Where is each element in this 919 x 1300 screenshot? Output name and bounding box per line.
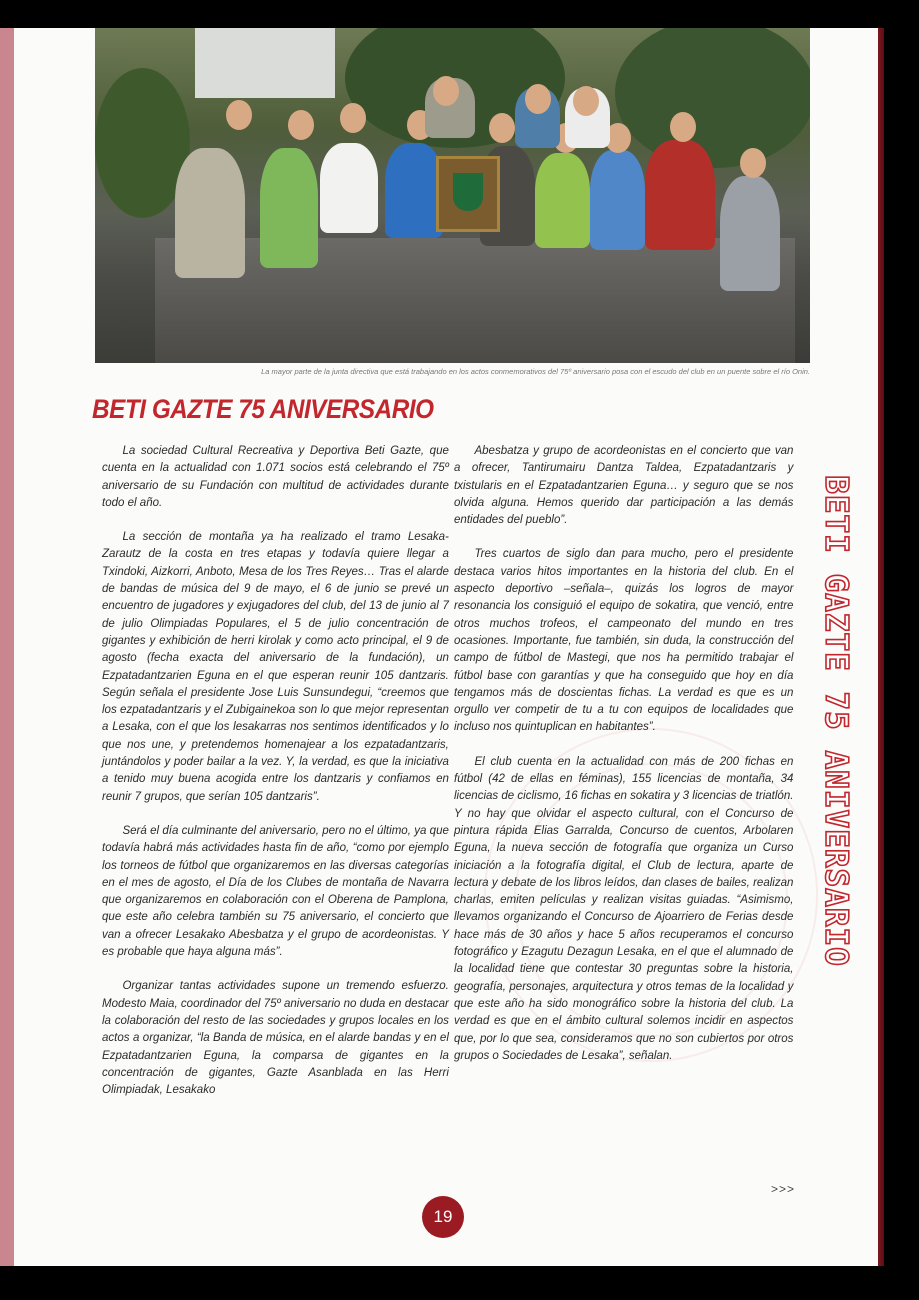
paragraph: Tres cuartos de siglo dan para mucho, pero el presidente destaca varios hitos importantes en la historia del club. En el aspecto deportivo –señala–, quizás los logros de mayor resonancia los consiguió el equipo de sokatira, que venció, entre otros muchos trofeos, el campeonato del mundo en tres ocasiones. Importante, fue también, sin duda, la construcción del campo de fútbol de Mastegi, que nos ha permitido trabajar el fútbol base con garantías y que ha conseguido que hoy en día tengamos más de doscientas fichas. La verdad es que es un orgullo ver competir de tu a tu con equipos de localidades que incluso nos quintuplican en habitantes”. <box>454 546 794 734</box>
left-column <box>102 442 449 1115</box>
paragraph: La sociedad Cultural Recreativa y Deportiva Beti Gazte, que cuenta en la actualidad con 1.071 socios está celebrando el 75º aniversario de su Fundación con multitud de actividades durante todo el año. <box>102 443 449 509</box>
club-crest-plaque <box>436 156 500 232</box>
magazine-page <box>14 28 878 1266</box>
vertical-side-title <box>814 476 858 966</box>
continue-marker: >>> <box>771 1182 796 1196</box>
binding-spine <box>0 28 14 1266</box>
paragraph: Abesbatza y grupo de acordeonistas en el concierto que van a ofrecer, Tantirumairu Dantza Taldea, Ezpatadantzaris y txistularis en el Ezpatadantzarien Eguna… y seguro que se nos olvida alguna. Hemos querido dar participación a las demás entidades del pueblo”. <box>454 443 794 527</box>
right-column <box>454 442 793 1081</box>
article-title: BETI GAZTE 75 ANIVERSARIO <box>92 394 434 424</box>
paragraph: El club cuenta en la actualidad con más de 200 fichas en fútbol (42 de ellas en féminas), 155 licencias de montaña, 34 licencias de ciclismo, 16 fichas en sokatira y 3 licencias de triatlón. Y no hay que olvidar el aspecto cultural, con el Concurso de pintura rápida Elias Garralda, Concurso de cuentos, Arbolaren Eguna, la nueva sección de fotografía que organiza un Curso iniciación a la fotografía digital, el Club de lectura, aparte de lectura y debate de los libros leídos, dan clases de bailes, realizan charlas, emiten películas y realizan visitas guiadas. “Asimismo, llevamos organizando el Concurso de Ajoarriero de Ferias desde hace más de 30 años y hace 5 años recuperamos el concurso fotográfico y Ezagutu Dezagun Lesaka, en el que el alumnado de la localidad tiene que contestar 30 preguntas sobre la historia, geografía, personajes, arquitectura y otros temas de la localidad y que este año ha sido monográfico sobre la historia del club. La verdad es que en el ámbito cultural solemos incidir en aspectos que, por lo que sea, consideramos que no son cubiertos por otros grupos o Sociedades de Lesaka”, señalan. <box>454 753 794 1062</box>
page-number-badge: 19 <box>422 1196 464 1238</box>
side-title-text: BETI GAZTE 75 ANIVERSARIO <box>818 475 854 967</box>
photo-caption: La mayor parte de la junta directiva que está trabajando en los actos conmemorativos del 75º aniversario posa con el escudo del club en un puente sobre el río Onin. <box>261 367 810 376</box>
paragraph: Será el día culminante del aniversario, pero no el último, ya que todavía habrá más actividades hasta fin de año, “como por ejemplo los torneos de fútbol que organizaremos en las diversas categorías en el mes de agosto, el Día de los Clubes de montaña de Navarra que organizaremos en colaboración con el Oberena de Pamplona, que este año celebra también su 75 aniversario, el concierto que van a ofrecer Lesakako Abesbatza y el grupo de acordeonistas. Y es probable que haya alguna más”. <box>102 822 449 959</box>
paragraph: Organizar tantas actividades supone un tremendo esfuerzo. Modesto Maia, coordinador del 75º aniversario no duda en destacar la colaboración del resto de las sociedades y grupos locales en los actos a organizar, “la Banda de música, en el alarde bandas y en el Ezpatadantzarien Eguna, la comparsa de gigantes en la concentración de gigantes, Gazte Asanblada en las Herri Olimpiadak, Lesakako <box>102 978 449 1097</box>
paragraph: La sección de montaña ya ha realizado el tramo Lesaka-Zarautz de la costa en tres etapas y todavía quiere llegar a Txindoki, Aizkorri, Anboto, Mesa de los Tres Reyes… Tras el alarde de bandas de música del 9 de mayo, el 6 de junio se prevé un encuentro de jugadores y exjugadores del club, del 13 de junio al 7 de julio Olimpiadas Populares, el 5 de julio concentración de gigantes y exhibición de herri kirolak y como acto principal, el 9 de agosto (fecha exacta del aniversario de la fundación), un Ezpatadantzarien Eguna en el que esperan reunir 105 dantzaris. Según señala el presidente Jose Luis Sunsundegui, “creemos que los ezpatadantzaris y el Zubigainekoa son lo que mejor representan a Lesaka, con el que los lesakarras nos sentimos identificados y lo que nos une, y pretendemos homenajear a los ezpatadantzaris, juntándolos y poder bailar a la vez. Y, la verdad, es que la iniciativa a tenido muy buena acogida entre los dantzaris y confiamos en reunir 7 grupos, que serían 105 dantzaris”. <box>102 529 449 803</box>
group-photo <box>95 28 810 363</box>
